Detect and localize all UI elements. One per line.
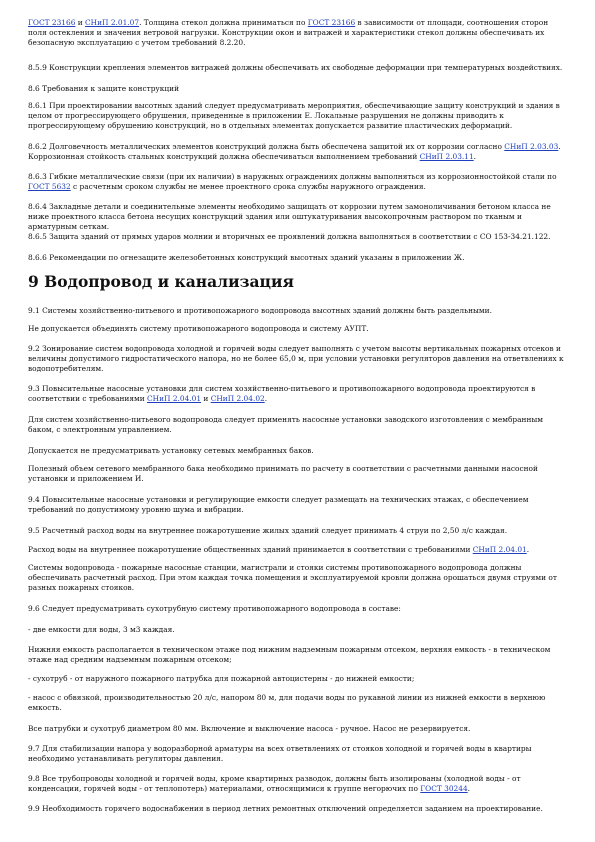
snip-2-03-03-link[interactable]: СНиП 2.03.03 bbox=[504, 142, 559, 151]
paragraph-8-6-3: 8.6.3 Гибкие металлические связи (при их наличии) в наружных ограждениях должны выполняться из коррозионностойкой стали по ГОСТ 5632 с расчетным сроком службы не менее проектного срока службы наружного ограждения. bbox=[28, 172, 557, 191]
list-item-dry-pipe: - сухотруб - от наружного пожарного патрубка для пожарной автоцистерны - до нижней емкости; bbox=[28, 674, 415, 683]
paragraph-8-6-5: 8.6.5 Защита зданий от прямых ударов молнии и вторичных ее проявлений должна выполняться в соответствии с СО 153-34.21.122. bbox=[28, 232, 551, 241]
snip-2-03-11-link[interactable]: СНиП 2.03.11 bbox=[419, 152, 474, 161]
paragraph-9-6-lower-tank: Нижняя емкость располагается в техническом этаже под нижним надземным пожарным отсеком, верхняя емкость - в техническом этаже над средним надземным пожарным отсеком; bbox=[28, 645, 551, 664]
paragraph-9-9: 9.9 Необходимость горячего водоснабжения в период летних ремонтных отключений определяется заданием на проектирование. bbox=[28, 804, 543, 813]
paragraph-8-5-9: 8.5.9 Конструкции крепления элементов витражей должны обеспечивать их свободные деформации при температурных воздействиях. bbox=[28, 63, 563, 72]
paragraph-9-5-public: Расход воды на внутреннее пожаротушение общественных зданий принимается в соответствии с требованиями СНиП 2.04.01. bbox=[28, 545, 530, 554]
paragraph-9-8: 9.8 Все трубопроводы холодной и горячей воды, кроме квартирных разводок, должны быть изолированы (холодной воды - от конденсации, горячей воды - от теплопотерь) материалами, относящимися к группе негорючих по ГОСТ 30244. bbox=[28, 774, 521, 793]
paragraph-9-4: 9.4 Повысительные насосные установки и регулирующие емкости следует размещать на технических этажах, с обеспечением требований по допустимому уровню шума и вибрации. bbox=[28, 495, 529, 514]
paragraph-9-3: 9.3 Повысительные насосные установки для систем хозяйственно-питьевого и противопожарного водопровода проектируются в соответствии с требованиями СНиП 2.04.01 и СНиП 2.04.02. bbox=[28, 384, 536, 403]
paragraph-9-6-pipes: Все патрубки и сухотруб диаметром 80 мм. Включение и выключение насоса - ручное. Насос не резервируется. bbox=[28, 724, 471, 733]
paragraph-9-3-membrane: Допускается не предусматривать установку сетевых мембранных баков. bbox=[28, 446, 314, 455]
paragraph-8-5-8-continued: ГОСТ 23166 и СНиП 2.01.07. Толщина стекол должна приниматься по ГОСТ 23166 в зависимости от площади, соотношения сторон поля остекления и значения ветровой нагрузки. Конструкции окон и витражей и характеристики стекол должны обеспечивать их безопасную эксплуатацию с учетом требований 8.2.20. bbox=[28, 18, 549, 47]
paragraph-8-6-1: 8.6.1 При проектировании высотных зданий следует предусматривать мероприятия, обеспечивающие защиту конструкций и здания в целом от прогрессирующего обрушения, приведенные в приложении Е. Локальные разрушения не должны приводить к прогрессирующему обрушению конструкций, но в отдельных элементах допускается развитие пластических деформаций. bbox=[28, 101, 560, 130]
section-heading-9: 9 Водопровод и канализация bbox=[28, 272, 294, 291]
paragraph-9-6: 9.6 Следует предусматривать сухотрубную систему противопожарного водопровода в составе: bbox=[28, 604, 401, 613]
paragraph-9-5: 9.5 Расчетный расход воды на внутреннее пожаротушение жилых зданий следует принимать 4 струи по 2,50 л/с каждая. bbox=[28, 526, 508, 535]
gost-23166-link-2[interactable]: ГОСТ 23166 bbox=[307, 18, 356, 27]
paragraph-9-2: 9.2 Зонирование систем водопровода холодной и горячей воды следует выполнять с учетом высоты вертикальных пожарных отсеков и величины допустимого гидростатического напора, но не более 65,0 м, при условии установки регуляторов давления на ответвлениях к водопотребителям. bbox=[28, 344, 564, 373]
snip-2-04-01-link-2[interactable]: СНиП 2.04.01 bbox=[472, 545, 527, 554]
paragraph-9-3-water-supply: Для систем хозяйственно-питьевого водопровода следует применять насосные установки заводского изготовления с мембранным баком, с электронным управлением. bbox=[28, 415, 544, 434]
snip-2-04-01-link[interactable]: СНиП 2.04.01 bbox=[147, 394, 202, 403]
subsection-heading-8-6: 8.6 Требования к защите конструкций bbox=[28, 84, 180, 93]
paragraph-8-6-6: 8.6.6 Рекомендации по огнезащите железобетонных конструкций высотных зданий указаны в приложении Ж. bbox=[28, 253, 465, 262]
paragraph-9-7: 9.7 Для стабилизации напора у водоразборной арматуры на всех ответвлениях от стояков холодной и горячей воды в квартиры необходимо устанавливать регуляторы давления. bbox=[28, 744, 532, 763]
snip-2-04-02-link[interactable]: СНиП 2.04.02 bbox=[210, 394, 265, 403]
paragraph-9-5-systems: Системы водопровода - пожарные насосные станции, магистрали и стояки системы противопожарного водопровода должны обеспечивать расчетный расход. При этом каждая точка помещения и эксплуатируемой кровли должна орошаться двумя струями от разных пожарных стояков. bbox=[28, 563, 557, 592]
paragraph-8-6-4: 8.6.4 Закладные детали и соединительные элементы необходимо защищать от коррозии путем замоноличивания бетоном класса не ниже проектного класса бетона несущих конструкций здания или оштукатуривания высокопрочным раствором по тканым и арматурным сеткам. bbox=[28, 202, 551, 231]
snip-2-01-07-link[interactable]: СНиП 2.01.07 bbox=[85, 18, 140, 27]
gost-30244-link[interactable]: ГОСТ 30244 bbox=[420, 784, 468, 793]
paragraph-9-1: 9.1 Системы хозяйственно-питьевого и противопожарного водопровода высотных зданий должны быть раздельными. bbox=[28, 306, 492, 315]
paragraph-8-6-2: 8.6.2 Долговечность металлических элементов конструкций должна быть обеспечена защитой их от коррозии согласно СНиП 2.03.03. Коррозионная стойкость стальных конструкций должна обеспечиваться выполнением требований СНиП 2.03.11. bbox=[28, 142, 561, 161]
gost-5632-link[interactable]: ГОСТ 5632 bbox=[28, 182, 71, 191]
gost-23166-link[interactable]: ГОСТ 23166 bbox=[28, 18, 76, 27]
list-item-pump: - насос с обвязкой, производительностью 20 л/с, напором 80 м, для подачи воды по рукавной линии из нижней емкости в верхнюю емкость. bbox=[28, 693, 546, 712]
paragraph-9-1-note: Не допускается объединять систему противопожарного водопровода и систему АУПТ. bbox=[28, 324, 369, 333]
paragraph-9-3-volume: Полезный объем сетевого мембранного бака необходимо принимать по расчету в соответствии с расчетными данными насосной установки и приложением И. bbox=[28, 464, 538, 483]
list-item-tanks: - две емкости для воды, 3 м3 каждая. bbox=[28, 625, 175, 634]
